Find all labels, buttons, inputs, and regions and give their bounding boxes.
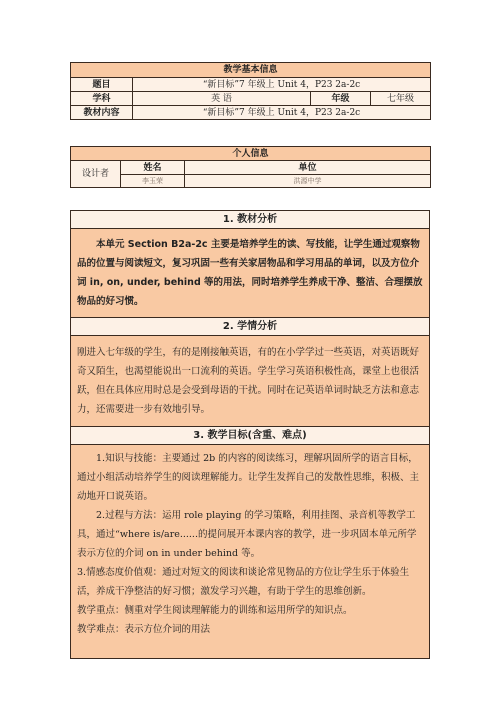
section2-title: 2. 学情分析 [71, 318, 430, 336]
topic-value: “新目标”7 年级上 Unit 4，P23 2a-2c [133, 78, 431, 92]
lesson-analysis-table [70, 210, 430, 659]
key-point: 教学重点：侧重对学生阅读理解能力的训练和运用所学的知识点。 [77, 605, 353, 616]
personal-info-header: 个人信息 [71, 147, 431, 161]
designer-name: 李玉荣 [121, 175, 185, 188]
section1-title: 1. 教材分析 [71, 211, 430, 229]
designer-label: 设计者 [71, 161, 121, 188]
unit-column-header: 单位 [185, 161, 431, 175]
personal-info-table [70, 146, 431, 188]
name-column-header: 姓名 [121, 161, 185, 175]
basic-info-header: 教学基本信息 [71, 63, 431, 78]
subject-label: 学科 [71, 92, 133, 106]
difficult-point: 教学难点：表示方位介词的用法 [77, 624, 211, 635]
section2-text: 刚进入七年级的学生，有的是刚接触英语，有的在小学学过一些英语，对英语既好奇又陌生，也渴望能说出一口流利的英语。学生学习英语积极性高，课堂上也很活跃，但在具体应用时总是会受到母语的干扰。同时在记英语单词时缺乏方法和意志力，还需要进一步有效地引导。 [71, 336, 430, 427]
grade-value: 七年级 [371, 92, 431, 106]
designer-unit: 洪源中学 [185, 175, 431, 188]
section1-text: 本单元 Section B2a-2c 主要是培养学生的读、写技能，让学生通过观察物品的位置与阅读短文，复习巩固一些有关家居物品和学习用品的单词，以及方位介词 in, on, under, behind 等的用法，同时培养学生养成干净、整洁、合理摆放物品的好习惯。 [71, 229, 430, 318]
goal-knowledge: 1.知识与技能：主要通过 2b 的内容的阅读练习，理解巩固所学的语言目标，通过小组活动培养学生的阅读理解能力。让学生发挥自己的发散性思维，积极、主动地开口说英语。 [77, 453, 420, 502]
content-value: “新目标”7 年级上 Unit 4，P23 2a-2c [133, 106, 431, 120]
content-label: 教材内容 [71, 106, 133, 120]
topic-label: 题目 [71, 78, 133, 92]
basic-info-table [70, 62, 431, 120]
goal-emotion: 3.情感态度价值观：通过对短文的阅读和谈论常见物品的方位让学生乐于体验生活，养成干净整洁的好习惯；激发学习兴趣，有助于学生的思维创新。 [77, 567, 410, 597]
section3-body [71, 445, 430, 659]
subject-value: 英 语 [133, 92, 311, 106]
section3-title: 3. 教学目标(含重、难点) [71, 427, 430, 445]
grade-label: 年级 [311, 92, 371, 106]
goal-process: 2.过程与方法：运用 role playing 的学习策略，利用挂图、录音机等教学工具，通过“where is/are......的提问展开本课内容的教学，进一步巩固本单元所学表示方位的介词 on in under behind 等。 [77, 510, 417, 559]
